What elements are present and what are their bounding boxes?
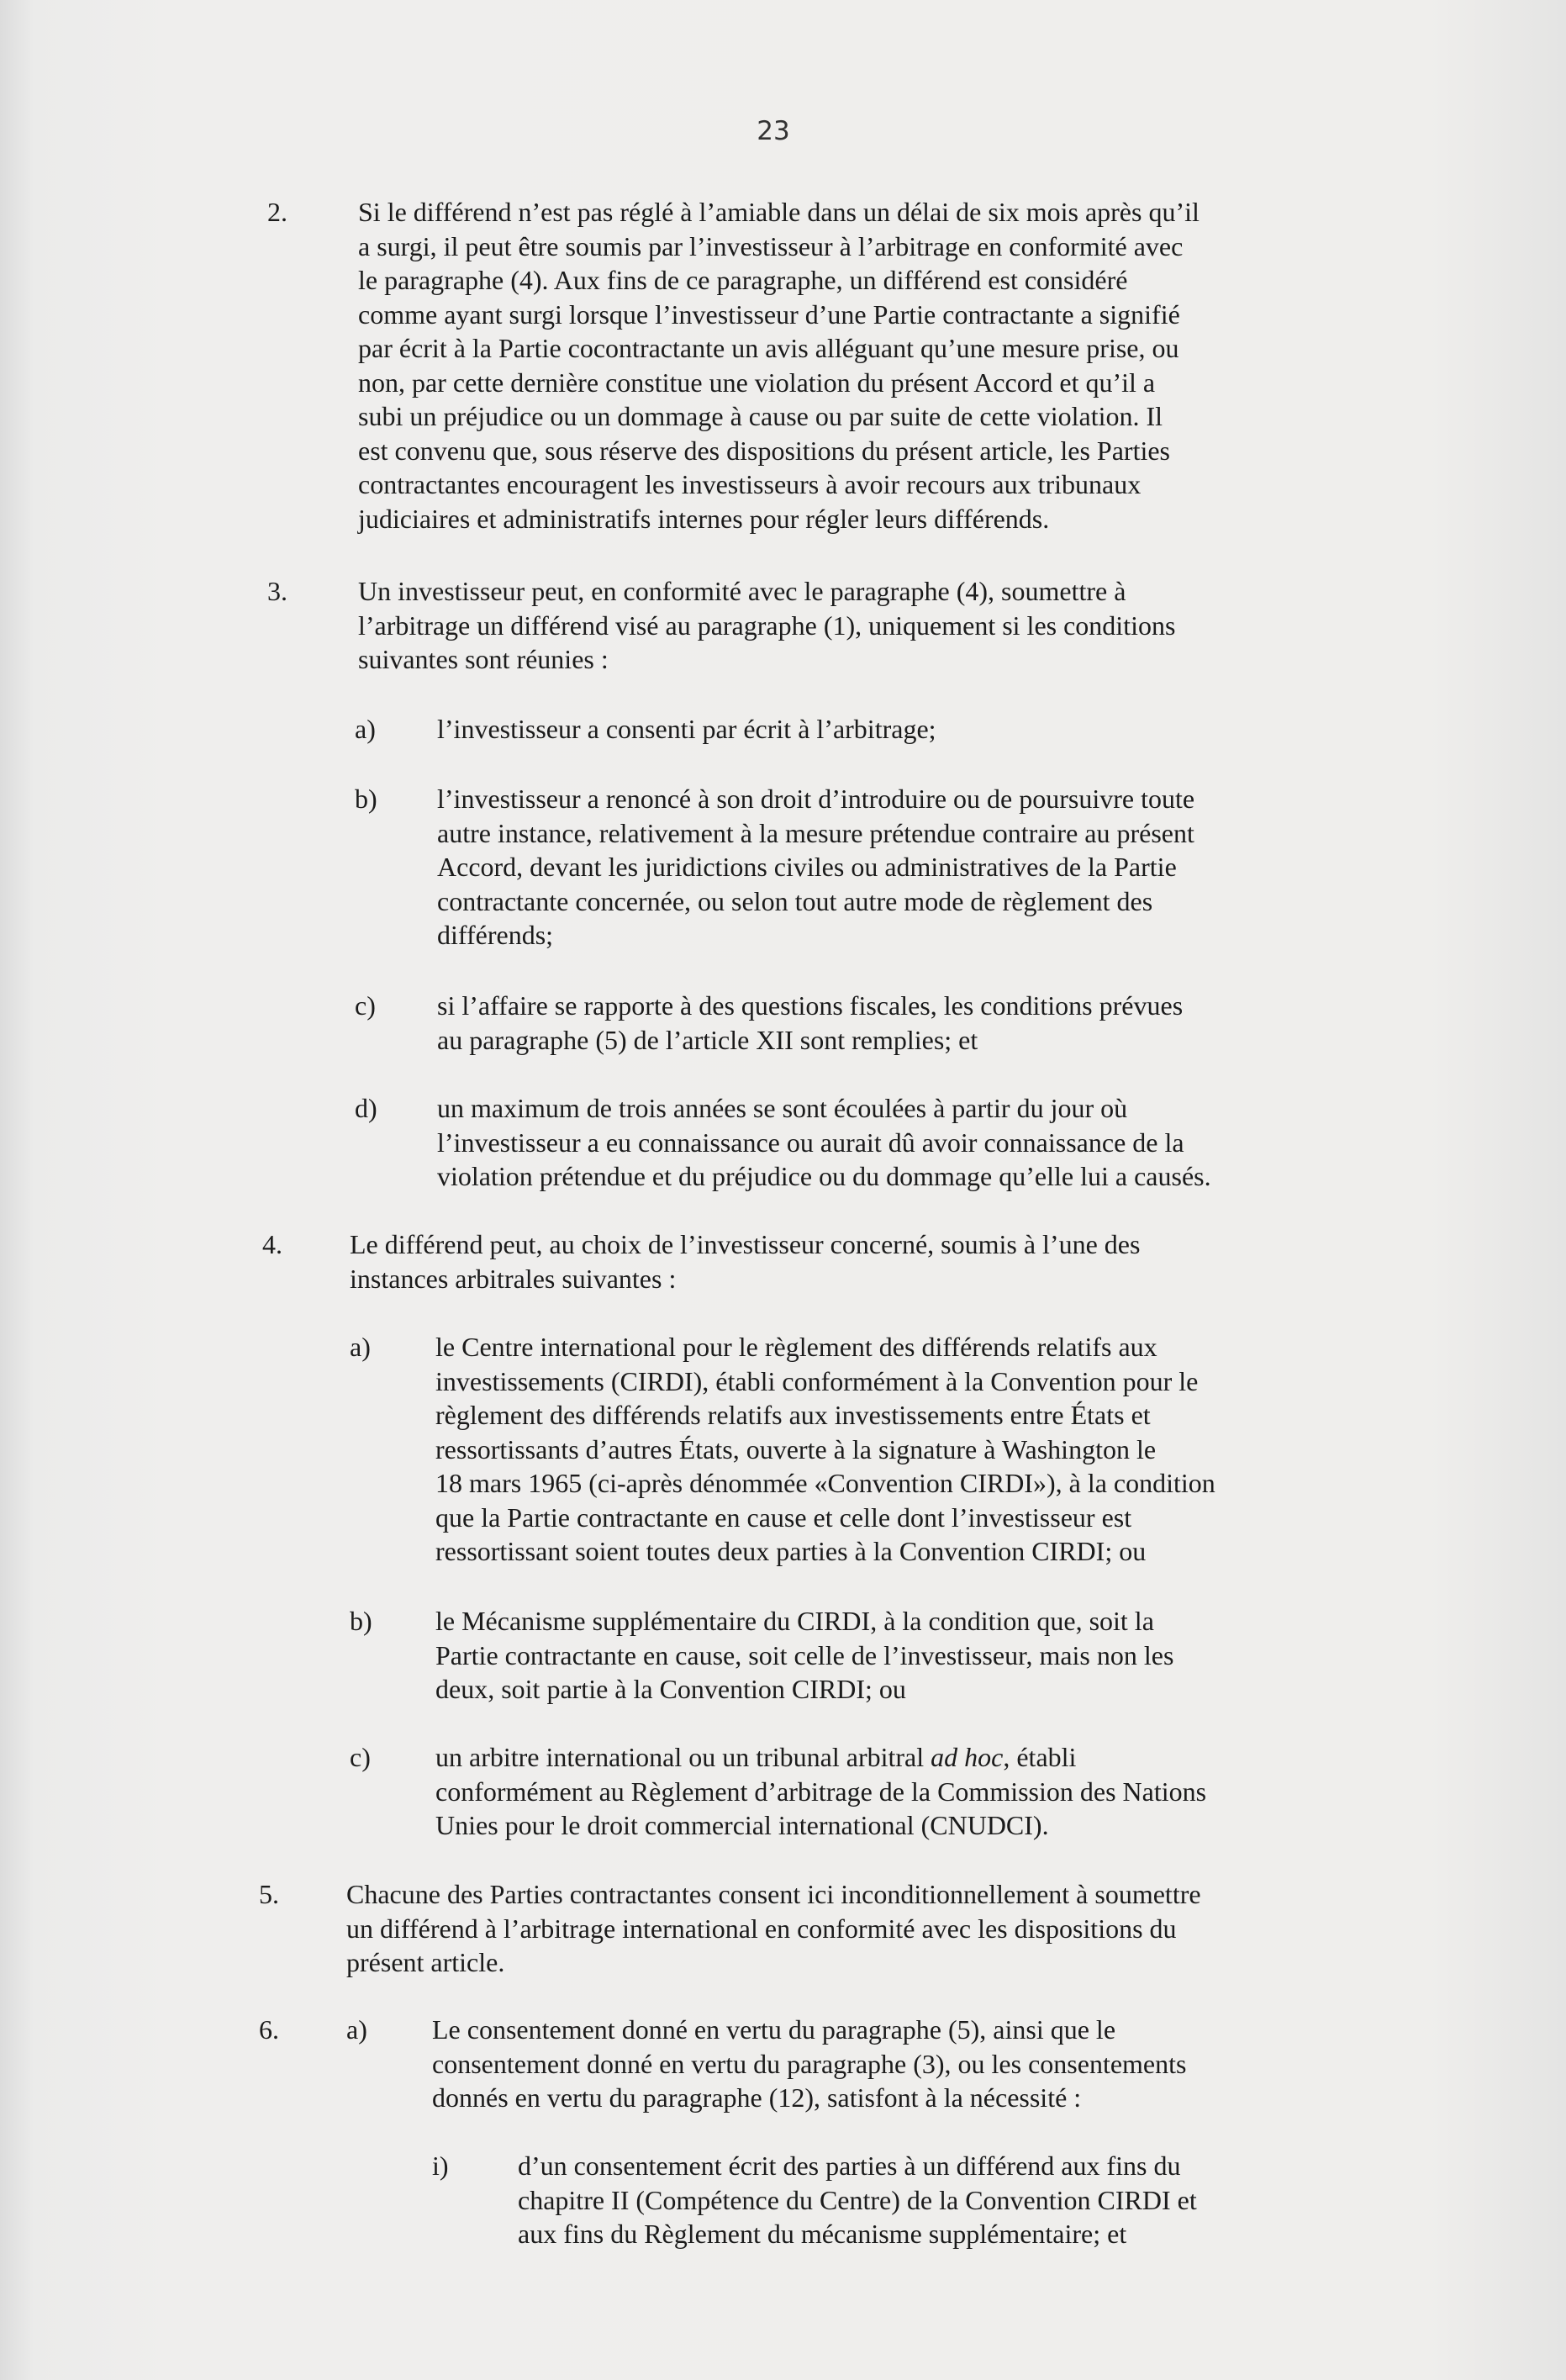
p2-line: par écrit à la Partie cocontractante un avis alléguant qu’une mesure prise, ou xyxy=(358,333,1179,363)
p5-line: présent article. xyxy=(346,1947,505,1977)
item-line-start: un arbitre international ou un tribunal arbitral xyxy=(435,1742,931,1772)
item-label-6a: a) xyxy=(346,2014,367,2045)
item-line: consentement donné en vertu du paragraphe (3), ou les consentements xyxy=(432,2048,1187,2079)
item-label-3b: b) xyxy=(355,784,377,814)
p2-line: comme ayant surgi lorsque l’investisseur d’une Partie contractante a signifié xyxy=(358,298,1180,330)
p3-line: Un investisseur peut, en conformité avec le paragraphe (4), soumettre à xyxy=(358,576,1126,606)
p2-line: judiciaires et administratifs internes pour régler leurs différends. xyxy=(358,503,1050,534)
p2-line: non, par cette dernière constitue une violation du présent Accord et qu’il a xyxy=(358,367,1156,398)
p2-line: le paragraphe (4). Aux fins de ce paragraphe, un différend est considéré xyxy=(358,265,1128,295)
item-label-4c: c) xyxy=(350,1742,371,1772)
item-line: l’investisseur a eu connaissance ou aurait dû avoir connaissance de la xyxy=(437,1127,1184,1158)
item-line: que la Partie contractante en cause et celle dont l’investisseur est xyxy=(435,1501,1132,1533)
p2-line: subi un préjudice ou un dommage à cause ou par suite de cette violation. Il xyxy=(358,401,1163,431)
paragraph-5 xyxy=(346,1877,1271,1980)
item-label-4b: b) xyxy=(350,1606,372,1636)
item-line: au paragraphe (5) de l’article XII sont remplies; et xyxy=(437,1024,978,1055)
paragraph-number-2: 2. xyxy=(267,197,287,227)
item-4c xyxy=(435,1740,1276,1843)
item-3b xyxy=(437,782,1278,953)
item-line: un maximum de trois années se sont écoulées à partir du jour où xyxy=(437,1093,1128,1123)
item-line: autre instance, relativement à la mesure prétendue contraire au présent xyxy=(437,817,1194,848)
item-line: différends; xyxy=(437,920,554,950)
item-3c xyxy=(437,989,1278,1057)
item-line: deux, soit partie à la Convention CIRDI; ou xyxy=(435,1674,906,1704)
item-label-3d: d) xyxy=(355,1093,377,1123)
item-line: aux fins du Règlement du mécanisme supplémentaire; et xyxy=(518,2219,1127,2249)
subitem-label-6a-i: i) xyxy=(432,2150,449,2181)
item-line-end: , établi xyxy=(1003,1742,1077,1772)
item-label-4a: a) xyxy=(350,1332,371,1362)
item-6a xyxy=(432,2013,1273,2115)
item-line: Le consentement donné en vertu du paragraphe (5), ainsi que le xyxy=(432,2014,1116,2045)
p3-line: suivantes sont réunies : xyxy=(358,644,609,674)
page-number: 23 xyxy=(757,116,790,146)
p5-line: Chacune des Parties contractantes consent ici inconditionnellement à soumettre xyxy=(346,1879,1201,1909)
item-line: Accord, devant les juridictions civiles ou administratives de la Partie xyxy=(437,852,1177,882)
item-line: le Mécanisme supplémentaire du CIRDI, à la condition que, soit la xyxy=(435,1606,1154,1636)
item-label-3a: a) xyxy=(355,714,376,744)
item-line: chapitre II (Compétence du Centre) de la Convention CIRDI et xyxy=(518,2184,1197,2215)
paragraph-number-3: 3. xyxy=(267,576,287,606)
item-line: investissements (CIRDI), établi conformément à la Convention pour le xyxy=(435,1365,1199,1396)
p2-line: a surgi, il peut être soumis par l’investisseur à l’arbitrage en conformité avec xyxy=(358,230,1184,261)
paragraph-number-4: 4. xyxy=(262,1229,282,1259)
item-line: contractante concernée, ou selon tout autre mode de règlement des xyxy=(437,885,1153,916)
item-line: l’investisseur a consenti par écrit à l’arbitrage; xyxy=(437,714,936,744)
item-3a xyxy=(437,712,1278,747)
p2-line: est convenu que, sous réserve des dispositions du présent article, les Parties xyxy=(358,435,1170,466)
p3-line: l’arbitrage un différend visé au paragraphe (1), uniquement si les conditions xyxy=(358,610,1176,641)
p5-line: un différend à l’arbitrage international en conformité avec les dispositions du xyxy=(346,1913,1177,1944)
p4-line: instances arbitrales suivantes : xyxy=(350,1263,677,1294)
item-4a xyxy=(435,1330,1276,1569)
paragraph-3 xyxy=(358,574,1274,677)
paragraph-number-6: 6. xyxy=(259,2014,279,2045)
subitem-6a-i xyxy=(518,2149,1274,2251)
item-line: donnés en vertu du paragraphe (12), satisfont à la nécessité : xyxy=(432,2082,1082,2113)
item-line: d’un consentement écrit des parties à un différend aux fins du xyxy=(518,2150,1181,2181)
item-label-3c: c) xyxy=(355,990,376,1021)
item-line: ressortissants d’autres États, ouverte à la signature à Washington le xyxy=(435,1433,1157,1464)
item-line xyxy=(435,1740,1276,1775)
paragraph-2 xyxy=(358,195,1274,536)
p2-line: contractantes encouragent les investisseurs à avoir recours aux tribunaux xyxy=(358,469,1142,499)
item-line: règlement des différends relatifs aux investissements entre États et xyxy=(435,1400,1151,1430)
italic-term: ad hoc xyxy=(931,1742,1004,1772)
p2-line: Si le différend n’est pas réglé à l’amiable dans un délai de six mois après qu’il xyxy=(358,197,1200,227)
item-line: Partie contractante en cause, soit celle de l’investisseur, mais non les xyxy=(435,1639,1174,1670)
p4-line: Le différend peut, au choix de l’investisseur concerné, soumis à l’une des xyxy=(350,1229,1141,1259)
item-line: conformément au Règlement d’arbitrage de la Commission des Nations xyxy=(435,1776,1207,1807)
item-4b xyxy=(435,1604,1276,1707)
paragraph-number-5: 5. xyxy=(259,1879,279,1909)
item-3d xyxy=(437,1091,1278,1194)
item-line: l’investisseur a renoncé à son droit d’introduire ou de poursuivre toute xyxy=(437,784,1195,814)
item-line: ressortissant soient toutes deux parties à la Convention CIRDI; ou xyxy=(435,1536,1147,1566)
item-line: violation prétendue et du préjudice ou du dommage qu’elle lui a causés. xyxy=(437,1161,1211,1191)
item-line: 18 mars 1965 (ci-après dénommée «Convention CIRDI»), à la condition xyxy=(435,1468,1215,1498)
item-line: le Centre international pour le règlement des différends relatifs aux xyxy=(435,1332,1157,1362)
paragraph-4 xyxy=(350,1227,1274,1296)
item-line: Unies pour le droit commercial international (CNUDCI). xyxy=(435,1810,1049,1840)
item-line: si l’affaire se rapporte à des questions fiscales, les conditions prévues xyxy=(437,990,1184,1021)
